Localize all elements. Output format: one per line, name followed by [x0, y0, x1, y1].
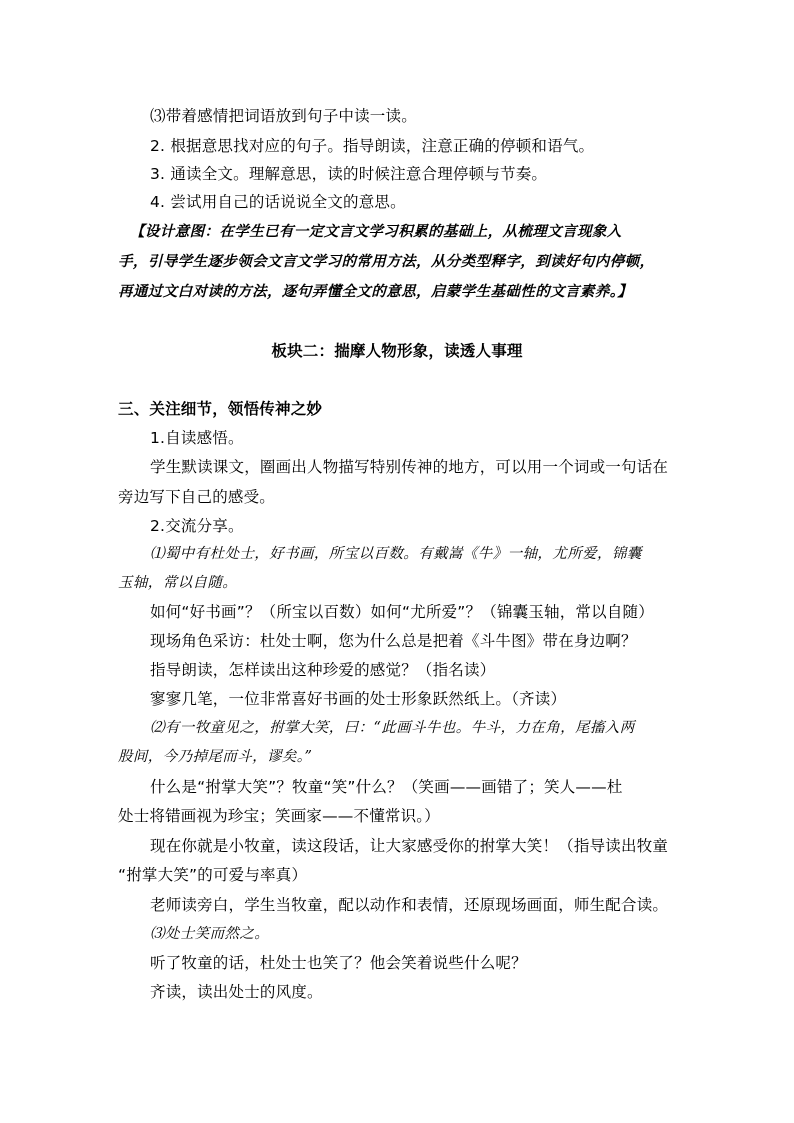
section-heading: 三、关注细节，领悟传神之妙: [118, 400, 323, 418]
paragraph-line: 指导朗读，怎样读出这种珍爱的感觉？（指名读）: [150, 661, 496, 679]
share-step: 2.交流分享。: [150, 517, 244, 535]
classical-quote-line: ⑴蜀中有杜处士，好书画，所宝以百数。有戴嵩《牛》一轴，尤所爱，锦囊: [150, 546, 642, 562]
paragraph-line: 齐读，读出处士的风度。: [150, 983, 323, 1001]
paragraph-line: 寥寥几笔，一位非常喜好书画的处士形象跃然纸上。（齐读）: [150, 690, 567, 708]
paragraph-line: 处士将错画视为珍宝；笑画家——不懂常识。）: [118, 807, 440, 825]
paragraph-line: “拊掌大笑”的可爱与率真）: [118, 866, 308, 884]
paragraph-line: 现场角色采访：杜处士啊，您为什么总是把着《斗牛图》带在身边啊？: [150, 632, 637, 650]
paragraph-line: 听了牧童的话，杜处士也笑了？他会笑着说些什么呢？: [150, 954, 527, 972]
classical-quote-line: 玉轴，常以自随。: [118, 575, 238, 591]
paragraph-line: 学生默读课文，圈画出人物描写特别传神的地方，可以用一个词或一句话在: [150, 458, 669, 476]
paragraph-line: 现在你就是小牧童，读这段话，让大家感受你的拊掌大笑！（指导读出牧童: [150, 837, 669, 855]
classical-quote-line: ⑶处士笑而然之。: [150, 926, 270, 942]
paragraph-line: 什么是“拊掌大笑”？牧童“笑”什么？（笑画——画错了；笑人——杜: [150, 778, 623, 796]
self-read-step: 1.自读感悟。: [150, 429, 244, 447]
design-intent-line-2: 手，引导学生逐步领会文言文学习的常用方法，从分类型释字，到读好句内停顿，: [118, 253, 655, 270]
paragraph-line: 旁边写下自己的感受。: [118, 488, 276, 506]
classical-quote-line: ⑵有一牧童见之，拊掌大笑，曰：“此画斗牛也。牛斗，力在角，尾搐入两: [150, 720, 635, 736]
block-title: 板块二：揣摩人物形象，读透人事理: [271, 342, 523, 360]
design-intent-line-3: 再通过文白对读的方法，逐句弄懂全文的意思，启蒙学生基础性的文言素养。】: [118, 283, 633, 300]
step-3-line: ⑶带着感情把词语放到句子中读一读。: [150, 107, 417, 125]
paragraph-line: 如何“好书画”？（所宝以百数）如何“尤所爱”？（锦囊玉轴，常以自随）: [150, 603, 654, 621]
step-4-line: 4. 尝试用自己的话说说全文的意思。: [150, 193, 406, 211]
design-intent-line-1: 【设计意图：在学生已有一定文言文学习积累的基础上，从梳理文言现象入: [130, 223, 622, 240]
classical-quote-line: 股间，今乃掉尾而斗，谬矣。”: [118, 749, 313, 765]
step-3-full-line: 3. 通读全文。理解意思，读的时候注意合理停顿与节奏。: [150, 165, 548, 183]
step-2-line: 2. 根据意思找对应的句子。指导朗读，注意正确的停顿和语气。: [150, 137, 595, 155]
paragraph-line: 老师读旁白，学生当牧童，配以动作和表情，还原现场画面，师生配合读。: [150, 896, 669, 914]
